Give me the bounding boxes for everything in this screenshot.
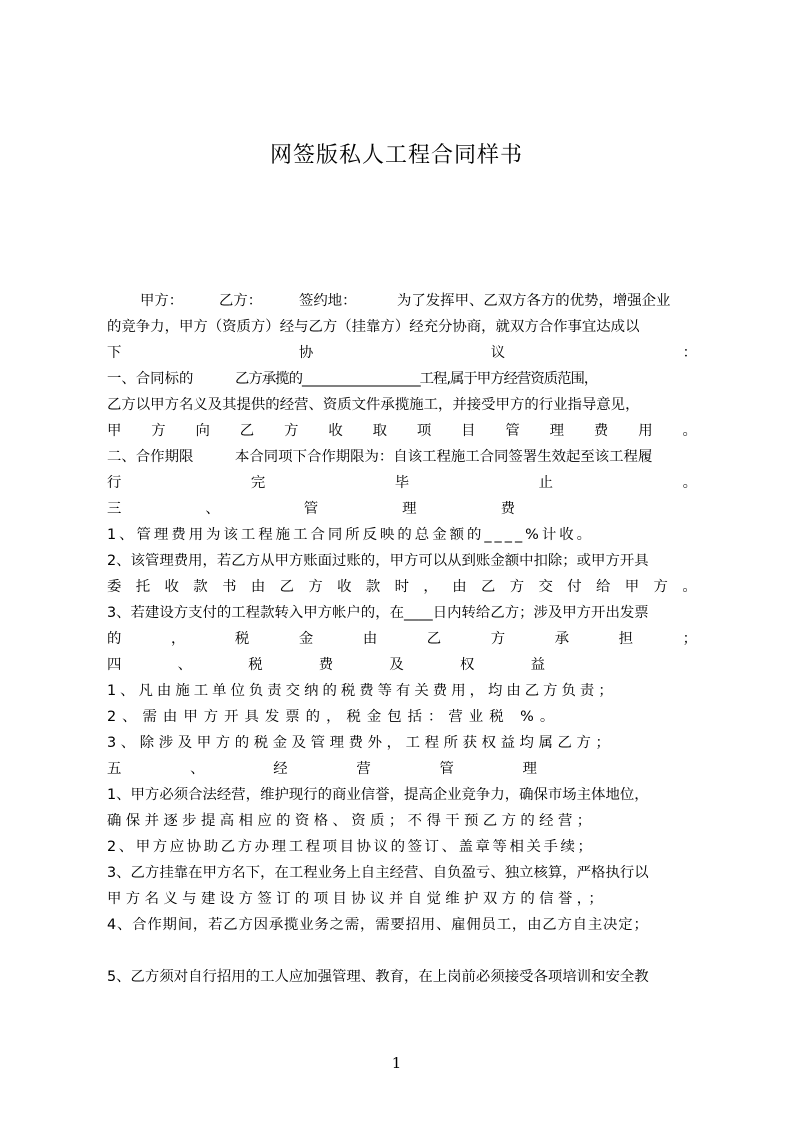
party-line — [107, 289, 697, 313]
char: 理 — [402, 501, 417, 517]
section-3-heading — [107, 497, 515, 521]
char: 委 — [107, 579, 122, 595]
char: 收 — [328, 423, 343, 439]
char: 权 — [459, 657, 475, 673]
char: 四 — [107, 657, 122, 673]
char: ； — [682, 631, 697, 647]
spread-line-8 — [107, 471, 697, 495]
char: 取 — [372, 423, 387, 439]
char: 由 — [362, 631, 378, 647]
char: 三 — [107, 501, 122, 517]
char: 管 — [303, 501, 319, 517]
char: 方 — [308, 579, 323, 595]
char: 金 — [298, 631, 314, 647]
text-line: 1、甲方必须合法经营，维护现行的商业信誉，提高企业竞争力，确保市场主体地位， — [107, 787, 649, 803]
char: 乙 — [426, 631, 442, 647]
char: 管 — [439, 761, 454, 777]
char: 托 — [135, 579, 151, 595]
char: 方 — [151, 423, 166, 439]
char: 税 — [248, 657, 263, 673]
text-line: 3、乙方挂靠在甲方名下，在工程业务上自主经营、自负盈亏、独立核算，严格执行以 — [107, 865, 649, 881]
char: 向 — [195, 423, 210, 439]
char: ， — [170, 631, 186, 647]
char: 理 — [549, 423, 565, 439]
char: 由 — [250, 579, 266, 595]
char: 用 — [638, 423, 653, 439]
page-number: 1 — [391, 1054, 402, 1072]
spread-line-14 — [107, 627, 697, 651]
char: 、 — [205, 501, 220, 517]
char: 、 — [177, 657, 192, 673]
char: 费 — [500, 501, 515, 517]
char: 方 — [284, 423, 299, 439]
text-line: 乙方以甲方名义及其提供的经营、资质文件承揽施工，并接受甲方的行业指导意见， — [107, 397, 640, 413]
char: 乙 — [480, 579, 496, 595]
text-line: 1、管理费用为该工程施工合同所反映的总金额的____%计收。 — [107, 527, 594, 543]
section-2-line — [107, 445, 697, 469]
char: 承 — [554, 631, 570, 647]
section-2-text: 本合同项下合作期限为：自该工程施工合同签署生效起至该工程履 — [235, 449, 653, 465]
spread-line-6 — [107, 419, 697, 443]
text-line: 甲方名义与建设方签订的项目协议并自觉维护双方的信誉，； — [107, 891, 608, 907]
text-line: 3、若建设方支付的工程款转入甲方帐户的，在____日内转给乙方；涉及甲方开出发票 — [107, 605, 649, 621]
char: 的 — [107, 631, 122, 647]
section-4-heading — [107, 653, 545, 677]
text-line: 2、需由甲方开具发票的，税金包括：营业税 %。 — [107, 709, 561, 725]
char: 书 — [222, 579, 237, 595]
char: 行 — [107, 475, 122, 491]
preamble-text: 为了发挥甲、乙双方各方的优势，增强企业 — [397, 293, 671, 309]
char: 收 — [337, 579, 352, 595]
char: 甲 — [624, 579, 640, 595]
char: 由 — [452, 579, 467, 595]
char: 目 — [461, 423, 476, 439]
preamble-line-2: 的竞争力，甲方（资质方）经与乙方（挂靠方）经充分协商，就双方合作事宜达成以 — [107, 319, 640, 335]
char: 税 — [234, 631, 250, 647]
char: 费 — [318, 657, 334, 673]
char: 时 — [394, 579, 410, 595]
char: 五 — [107, 761, 122, 777]
char: 担 — [618, 631, 634, 647]
agreement-line — [107, 341, 697, 365]
char: 协 — [298, 345, 314, 361]
char: 给 — [596, 579, 611, 595]
char: 下 — [107, 345, 122, 361]
party-b-label: 乙方： — [219, 293, 263, 309]
party-a-label: 甲方： — [140, 293, 184, 309]
text-line: 1、凡由施工单位负责交纳的税费等有关费用，均由乙方负责； — [107, 683, 617, 699]
char: 甲 — [107, 423, 122, 439]
char: 乙 — [279, 579, 294, 595]
section-5-heading — [107, 757, 537, 781]
section-1-line — [107, 367, 697, 391]
char: 议 — [490, 345, 506, 361]
char: 项 — [416, 423, 432, 439]
char: 方 — [653, 579, 668, 595]
char: 及 — [389, 657, 404, 673]
section-1-heading: 一、合同标的 — [107, 371, 194, 387]
section-2-heading: 二、合作期限 — [107, 449, 194, 465]
page-title: 网签版私人工程合同样书 — [269, 143, 523, 168]
char: 、 — [190, 761, 205, 777]
char: 。 — [682, 579, 697, 595]
char: 乙 — [239, 423, 255, 439]
char: 收 — [164, 579, 179, 595]
text-line: 2、该管理费用，若乙方从甲方账面过账的，甲方可以从到账金额中扣除；或甲方开具 — [107, 553, 649, 569]
char: 。 — [682, 475, 697, 491]
char: 经 — [273, 761, 288, 777]
char: 方 — [509, 579, 525, 595]
char: 付 — [567, 579, 582, 595]
spread-line-12 — [107, 575, 697, 599]
char: 毕 — [394, 475, 410, 491]
char: 管 — [505, 423, 520, 439]
text-line: 4、合作期间，若乙方因承揽业务之需，需要招用、雇佣员工，由乙方自主决定； — [107, 917, 649, 933]
char: 完 — [250, 475, 266, 491]
char: 交 — [538, 579, 553, 595]
text-line: 3、除涉及甲方的税金及管理费外，工程所获权益均属乙方； — [107, 735, 615, 751]
text-line: 5、乙方须对自行招用的工人应加强管理、教育，在上岗前必须接受各项培训和安全教 — [107, 969, 649, 985]
char: 费 — [593, 423, 609, 439]
char: 理 — [522, 761, 537, 777]
char: 款 — [193, 579, 208, 595]
text-line: 2、甲方应协助乙方办理工程项目协议的签订、盖章等相关手续； — [107, 839, 595, 855]
char: 。 — [682, 423, 697, 439]
char: ： — [682, 345, 697, 361]
signing-place-label: 签约地： — [299, 293, 357, 309]
text-line: 确保并逐步提高相应的资格、资质；不得干预乙方的经营； — [107, 813, 596, 829]
char: ， — [423, 579, 438, 595]
char: 方 — [490, 631, 506, 647]
char: 款 — [365, 579, 381, 595]
char: 益 — [530, 657, 545, 673]
char: 营 — [356, 761, 371, 777]
section-1-text: 乙方承揽的___________________工程,属于甲方经营资质范围， — [235, 371, 598, 387]
char: 止 — [538, 475, 554, 491]
